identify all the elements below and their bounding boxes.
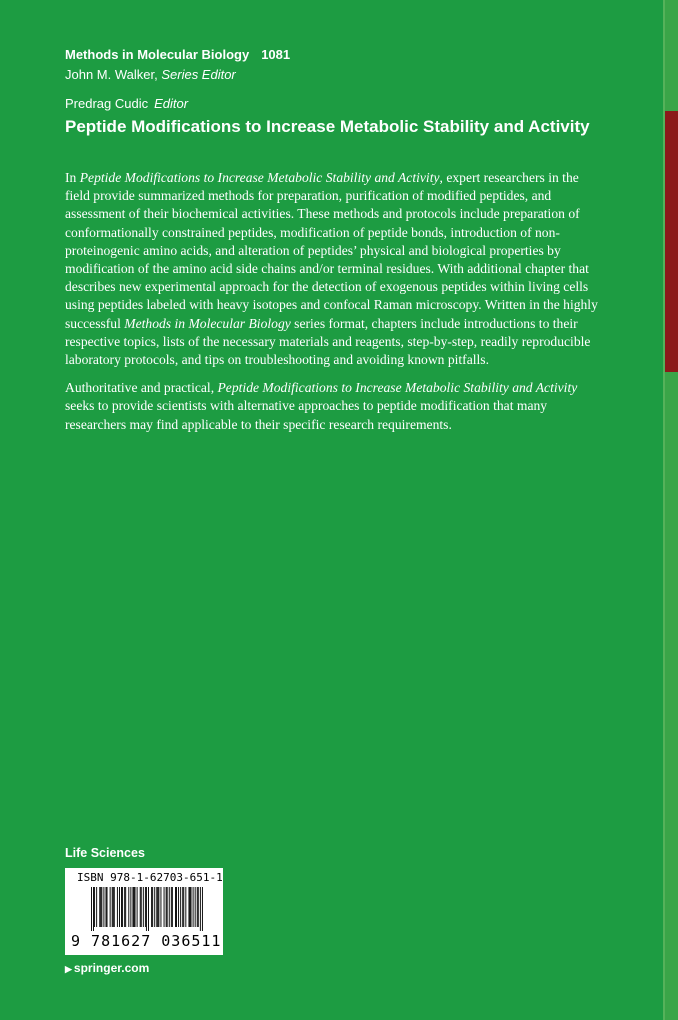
barcode-bars <box>91 887 203 931</box>
ean-digits: 9 781627 036511 <box>71 932 222 950</box>
barcode-bar <box>154 887 155 927</box>
barcode-bar <box>193 887 194 927</box>
barcode-bar <box>171 887 172 927</box>
barcode-bar <box>141 887 142 927</box>
isbn-text: ISBN 978-1-62703-651-1 <box>77 871 223 884</box>
barcode-bar <box>135 887 136 927</box>
barcode-bar <box>148 887 149 931</box>
series-editor-name: John M. Walker, <box>65 67 158 82</box>
book-editor-role: Editor <box>154 96 189 111</box>
barcode-bar <box>93 887 94 931</box>
barcode-bar <box>117 887 118 927</box>
website-text: springer.com <box>73 961 150 975</box>
barcode-bar <box>101 887 102 927</box>
barcode-bar <box>94 887 95 927</box>
barcode-bar <box>130 887 131 927</box>
barcode-bar <box>146 887 147 931</box>
description-paragraph-1: In Peptide Modifications to Increase Metabolic Stability and Activity, expert researchers in the field provide summarized methods for preparation, purification of modified peptides, and assessment of their biochemical activities. These methods and protocols include preparation of conformationally constrained peptides, modification of peptide bonds, introduction of non-proteinogenic amino acids, and alteration of peptides’ physical and biological properties by modification of the amino acid side chains and/or terminal residues. With additional chapter that describes new experimental approach for the detection of exogenous peptides within living cells using peptides labeled with heavy isotopes and confocal Raman microscopy. Written in the highly successful Methods in Molecular Biology series format, chapters include introductions to their respective topics, lists of the necessary materials and reagents, step-by-step, readily reproducible laboratory protocols, and tips on troubleshooting and avoiding known pitfalls. <box>65 170 598 368</box>
barcode-bar <box>197 887 198 927</box>
barcode-bar <box>152 887 153 927</box>
barcode-bar <box>175 887 176 927</box>
series-number: 1081 <box>261 47 291 62</box>
barcode-bar <box>107 887 108 927</box>
barcode-bar <box>164 887 165 927</box>
barcode-bar <box>169 887 170 927</box>
barcode-bar <box>121 887 122 927</box>
barcode-bar <box>96 887 97 927</box>
barcode-bar <box>178 887 179 927</box>
barcode-bar <box>145 887 146 927</box>
barcode-bar <box>200 887 201 931</box>
barcode-bar <box>114 887 115 927</box>
book-editor-name: Predrag Cudic <box>65 96 149 111</box>
subject-label: Life Sciences <box>65 846 145 860</box>
barcode-bar <box>198 887 199 927</box>
barcode-bar <box>137 887 138 927</box>
barcode-bar <box>103 887 104 927</box>
barcode-bar <box>91 887 92 931</box>
spine-red-band <box>665 111 678 372</box>
barcode-bar <box>185 887 186 927</box>
barcode-bar <box>119 887 120 927</box>
barcode-bar <box>132 887 133 927</box>
description-paragraph-2: Authoritative and practical, Peptide Modifications to Increase Metabolic Stability and Activity seeks to provide scientists with alternative approaches to peptide modification that many researchers may find applicable to their specific research requirements. <box>65 380 578 432</box>
barcode-bar <box>106 887 107 927</box>
barcode-bar <box>183 887 184 927</box>
isbn-barcode <box>65 868 223 955</box>
publisher-website[interactable] <box>65 961 149 975</box>
barcode-bar <box>156 887 157 927</box>
barcode-bar <box>172 887 173 927</box>
barcode-bar <box>182 887 183 927</box>
barcode-bar <box>157 887 158 927</box>
book-editor-line <box>65 96 188 111</box>
barcode-bar <box>176 887 177 927</box>
barcode-bar <box>167 887 168 927</box>
book-title: Peptide Modifications to Increase Metabolic Stability and Activity <box>65 117 590 136</box>
barcode-bar <box>100 887 101 927</box>
arrow-icon: ▶ <box>65 964 72 974</box>
barcode-bar <box>158 887 159 927</box>
barcode-bar <box>195 887 196 927</box>
barcode-bar <box>188 887 189 927</box>
barcode-bar <box>166 887 167 927</box>
barcode-bar <box>140 887 141 927</box>
barcode-bar <box>191 887 192 927</box>
barcode-bar <box>134 887 135 927</box>
barcode-bar <box>113 887 114 927</box>
barcode-bar <box>110 887 111 927</box>
barcode-bar <box>143 887 144 927</box>
series-name: Methods in Molecular Biology <box>65 47 250 62</box>
barcode-bar <box>112 887 113 927</box>
series-editor-role: Series Editor <box>161 67 236 82</box>
barcode-bar <box>151 887 152 927</box>
series-editor-line <box>65 67 236 82</box>
barcode-bar <box>124 887 125 927</box>
barcode-bar <box>180 887 181 927</box>
description <box>65 169 600 444</box>
barcode-bar <box>160 887 161 927</box>
barcode-bar <box>122 887 123 927</box>
barcode-bar <box>202 887 203 931</box>
series-heading <box>65 47 290 62</box>
barcode-bar <box>99 887 100 927</box>
barcode-bar <box>128 887 129 927</box>
barcode-bar <box>125 887 126 927</box>
barcode-bar <box>190 887 191 927</box>
